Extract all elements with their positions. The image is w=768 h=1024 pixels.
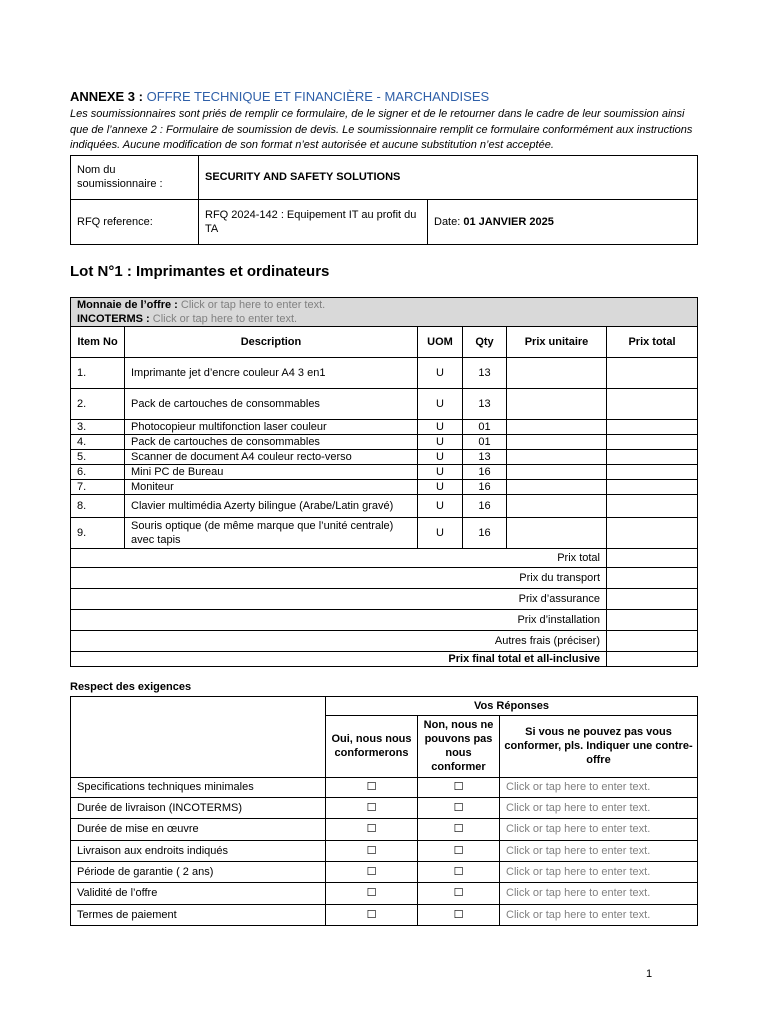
item-no-cell: 2.	[71, 388, 125, 419]
yes-checkbox-cell	[326, 882, 418, 904]
item-no-cell: 3.	[71, 419, 125, 434]
requirement-row	[71, 882, 698, 904]
requirement-row	[71, 777, 698, 797]
uom-cell: U	[418, 479, 463, 494]
header-yes: Oui, nous nous conformerons	[326, 715, 418, 777]
qty-cell: 16	[463, 479, 507, 494]
no-checkbox[interactable]: ☐	[453, 886, 464, 899]
other-fees-value[interactable]	[607, 630, 698, 651]
no-checkbox-cell	[418, 797, 500, 818]
total-price-cell[interactable]	[607, 517, 698, 548]
total-price-cell[interactable]	[607, 479, 698, 494]
header-total-price: Prix total	[607, 326, 698, 357]
item-rows	[71, 357, 698, 548]
annex-title: ANNEXE 3 : OFFRE TECHNIQUE ET FINANCIÈRE - MARCHANDISES	[70, 89, 490, 104]
item-no-cell: 8.	[71, 494, 125, 517]
rfq-value[interactable]: RFQ 2024-142 : Equipement IT au profit du TA	[199, 199, 428, 244]
requirement-label: Durée de livraison (INCOTERMS)	[71, 797, 326, 818]
requirement-rows	[71, 777, 698, 925]
items-table	[70, 297, 698, 667]
table-row	[71, 419, 698, 434]
uom-cell: U	[418, 388, 463, 419]
date-cell[interactable]: Date: 01 JANVIER 2025	[428, 199, 698, 244]
incoterms-input[interactable]: Click or tap here to enter text.	[152, 312, 298, 325]
total-price-cell[interactable]	[607, 357, 698, 388]
header-counter-offer: Si vous ne pouvez pas vous conformer, pls. Indiquer une contre-offre	[500, 715, 698, 777]
qty-cell: 13	[463, 449, 507, 464]
date-value: 01 JANVIER 2025	[463, 215, 554, 228]
header-description: Description	[125, 326, 418, 357]
uom-cell: U	[418, 449, 463, 464]
currency-input[interactable]: Click or tap here to enter text.	[180, 298, 326, 311]
qty-cell: 16	[463, 494, 507, 517]
transport-value[interactable]	[607, 567, 698, 588]
qty-cell: 13	[463, 357, 507, 388]
table-row	[71, 357, 698, 388]
item-no-cell: 5.	[71, 449, 125, 464]
qty-cell: 01	[463, 419, 507, 434]
qty-cell: 16	[463, 517, 507, 548]
description-cell: Photocopieur multifonction laser couleur	[125, 419, 418, 434]
no-checkbox-cell	[418, 840, 500, 861]
uom-cell: U	[418, 434, 463, 449]
bidder-label: Nom du soumissionnaire :	[71, 155, 199, 199]
total-price-cell[interactable]	[607, 494, 698, 517]
annex-title-text: OFFRE TECHNIQUE ET FINANCIÈRE - MARCHANDISES	[146, 89, 490, 104]
header-uom: UOM	[418, 326, 463, 357]
item-no-cell: 1.	[71, 357, 125, 388]
qty-cell: 01	[463, 434, 507, 449]
page-number: 1	[646, 968, 653, 980]
unit-price-cell[interactable]	[507, 434, 607, 449]
uom-cell: U	[418, 494, 463, 517]
table-row	[71, 517, 698, 548]
requirement-label: Période de garantie ( 2 ans)	[71, 861, 326, 882]
responses-header: Vos Réponses	[326, 696, 698, 715]
no-checkbox[interactable]: ☐	[453, 843, 464, 857]
unit-price-cell[interactable]	[507, 517, 607, 548]
intro-text: Les soumissionnaires sont priés de remplir ce formulaire, de le signer et de le retourner dans le cadre de leur soumission ainsi que de l’annexe 2 : Formulaire de soumission de devis. Le soumissionnaire remplit ce formulaire conformément aux instructions indiquées. Aucune modification de son format n’est autorisée et aucune substitution n’est acceptée.	[70, 108, 693, 151]
bidder-info-table	[70, 155, 698, 245]
counter-offer-input[interactable]: Click or tap here to enter text.	[500, 818, 698, 840]
counter-offer-input[interactable]: Click or tap here to enter text.	[500, 797, 698, 818]
yes-checkbox-cell	[326, 904, 418, 925]
item-no-cell: 9.	[71, 517, 125, 548]
unit-price-cell[interactable]	[507, 388, 607, 419]
header-no: Non, nous ne pouvons pas nous conformer	[418, 715, 500, 777]
requirement-row	[71, 797, 698, 818]
table-row	[71, 434, 698, 449]
rfq-label: RFQ reference:	[71, 199, 199, 244]
uom-cell: U	[418, 464, 463, 479]
currency-incoterms-cell: Monnaie de l’offre : Click or tap here to enter text. INCOTERMS : Click or tap here to enter text.	[71, 297, 698, 326]
description-cell: Moniteur	[125, 479, 418, 494]
counter-offer-input[interactable]: Click or tap here to enter text.	[500, 840, 698, 861]
insurance-label: Prix d’assurance	[71, 588, 607, 609]
description-cell: Scanner de document A4 couleur recto-verso	[125, 449, 418, 464]
unit-price-cell[interactable]	[507, 449, 607, 464]
uom-cell: U	[418, 419, 463, 434]
yes-checkbox-cell	[326, 840, 418, 861]
requirement-row	[71, 904, 698, 925]
counter-offer-input[interactable]: Click or tap here to enter text.	[500, 861, 698, 882]
uom-cell: U	[418, 357, 463, 388]
yes-checkbox[interactable]: ☐	[366, 907, 377, 921]
description-cell: Pack de cartouches de consommables	[125, 434, 418, 449]
counter-offer-input[interactable]: Click or tap here to enter text.	[500, 777, 698, 797]
final-price-label: Prix final total et all-inclusive	[71, 651, 607, 666]
yes-checkbox-cell	[326, 818, 418, 840]
table-row	[71, 464, 698, 479]
unit-price-cell[interactable]	[507, 357, 607, 388]
description-cell: Clavier multimédia Azerty bilingue (Arabe/Latin gravé)	[125, 494, 418, 517]
no-checkbox[interactable]: ☐	[453, 780, 464, 793]
total-price-cell[interactable]	[607, 464, 698, 479]
final-price-value[interactable]	[607, 651, 698, 666]
yes-checkbox[interactable]: ☐	[366, 780, 377, 793]
unit-price-cell[interactable]	[507, 494, 607, 517]
insurance-value[interactable]	[607, 588, 698, 609]
requirements-table	[70, 696, 698, 926]
no-checkbox-cell	[418, 818, 500, 840]
total-price-cell[interactable]	[607, 449, 698, 464]
requirement-row	[71, 861, 698, 882]
yes-checkbox[interactable]: ☐	[366, 822, 377, 835]
lot-title: Lot N°1 : Imprimantes et ordinateurs	[70, 262, 330, 280]
requirement-row	[71, 840, 698, 861]
item-no-cell: 6.	[71, 464, 125, 479]
no-checkbox-cell	[418, 777, 500, 797]
no-checkbox-cell	[418, 904, 500, 925]
requirements-blank-header	[71, 696, 326, 777]
table-row	[71, 494, 698, 517]
header-unit-price: Prix unitaire	[507, 326, 607, 357]
header-qty: Qty	[463, 326, 507, 357]
description-cell: Souris optique (de même marque que l’unité centrale) avec tapis	[125, 517, 418, 548]
document-page	[70, 88, 698, 926]
no-checkbox-cell	[418, 882, 500, 904]
bidder-value[interactable]: SECURITY AND SAFETY SOLUTIONS	[199, 155, 698, 199]
qty-cell: 16	[463, 464, 507, 479]
requirement-label: Specifications techniques minimales	[71, 777, 326, 797]
header-item-no: Item No	[71, 326, 125, 357]
no-checkbox-cell	[418, 861, 500, 882]
no-checkbox[interactable]: ☐	[453, 822, 464, 835]
yes-checkbox-cell	[326, 797, 418, 818]
total-price-cell[interactable]	[607, 434, 698, 449]
total-price-cell[interactable]	[607, 388, 698, 419]
requirements-title: Respect des exigences	[70, 680, 192, 693]
description-cell: Pack de cartouches de consommables	[125, 388, 418, 419]
table-row	[71, 449, 698, 464]
yes-checkbox[interactable]: ☐	[366, 886, 377, 899]
requirement-row	[71, 818, 698, 840]
unit-price-cell[interactable]	[507, 419, 607, 434]
total-label: Prix total	[71, 548, 607, 567]
installation-value[interactable]	[607, 609, 698, 630]
installation-label: Prix d’installation	[71, 609, 607, 630]
qty-cell: 13	[463, 388, 507, 419]
transport-label: Prix du transport	[71, 567, 607, 588]
unit-price-cell[interactable]	[507, 464, 607, 479]
table-row	[71, 388, 698, 419]
requirement-label: Termes de paiement	[71, 904, 326, 925]
yes-checkbox[interactable]: ☐	[366, 800, 377, 814]
description-cell: Mini PC de Bureau	[125, 464, 418, 479]
requirement-label: Durée de mise en œuvre	[71, 818, 326, 840]
unit-price-cell[interactable]	[507, 479, 607, 494]
item-no-cell: 4.	[71, 434, 125, 449]
counter-offer-input[interactable]: Click or tap here to enter text.	[500, 904, 698, 925]
counter-offer-input[interactable]: Click or tap here to enter text.	[500, 882, 698, 904]
yes-checkbox-cell	[326, 861, 418, 882]
uom-cell: U	[418, 517, 463, 548]
yes-checkbox[interactable]: ☐	[366, 864, 377, 878]
table-row	[71, 479, 698, 494]
no-checkbox[interactable]: ☐	[453, 800, 464, 814]
requirement-label: Validité de l’offre	[71, 882, 326, 904]
no-checkbox[interactable]: ☐	[453, 864, 464, 878]
yes-checkbox[interactable]: ☐	[366, 843, 377, 857]
requirement-label: Livraison aux endroits indiqués	[71, 840, 326, 861]
no-checkbox[interactable]: ☐	[453, 907, 464, 921]
yes-checkbox-cell	[326, 777, 418, 797]
item-no-cell: 7.	[71, 479, 125, 494]
description-cell: Imprimante jet d’encre couleur A4 3 en1	[125, 357, 418, 388]
total-value[interactable]	[607, 548, 698, 567]
other-fees-label: Autres frais (préciser)	[71, 630, 607, 651]
total-price-cell[interactable]	[607, 419, 698, 434]
